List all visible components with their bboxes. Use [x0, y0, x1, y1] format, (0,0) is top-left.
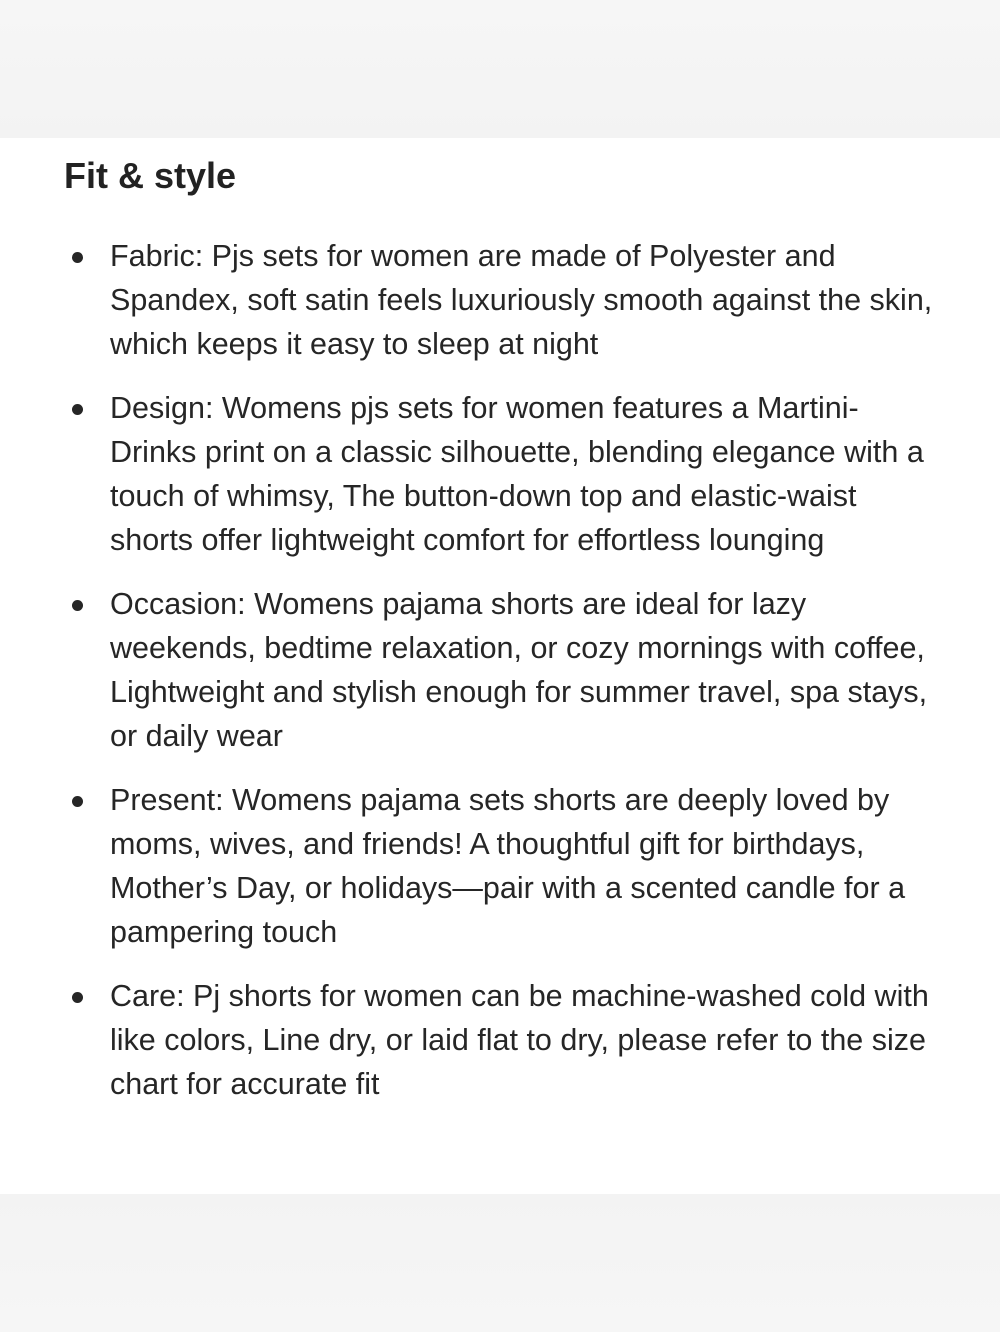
- bullet-item-occasion: [0, 582, 1000, 758]
- bullet-text: Occasion: Womens pajama shorts are ideal for lazy weekends, bedtime relaxation, or cozy mornings with coffee, Lightweight and stylish enough for summer travel, spa stays, or daily wear: [110, 587, 928, 753]
- bullet-text: Design: Womens pjs sets for women features a Martini-Drinks print on a classic silhouette, blending elegance with a touch of whimsy, The button-down top and elastic-waist shorts offer lightweight comfort for effortless lounging: [110, 391, 924, 557]
- bullet-text: Fabric: Pjs sets for women are made of Polyester and Spandex, soft satin feels luxuriously smooth against the skin, which keeps it easy to sleep at night: [110, 239, 933, 361]
- bullet-dot-icon: [72, 600, 83, 611]
- bullet-dot-icon: [72, 796, 83, 807]
- bullet-text: Care: Pj shorts for women can be machine-washed cold with like colors, Line dry, or laid flat to dry, please refer to the size chart for accurate fit: [110, 979, 929, 1101]
- bottom-background-band: [0, 1194, 1000, 1332]
- bullet-item-present: [0, 778, 1000, 954]
- bullet-dot-icon: [72, 252, 83, 263]
- bullet-dot-icon: [72, 404, 83, 415]
- bullet-dot-icon: [72, 992, 83, 1003]
- section-title: Fit & style: [64, 155, 237, 196]
- bullet-item-design: [0, 386, 1000, 562]
- bullet-text: Present: Womens pajama sets shorts are deeply loved by moms, wives, and friends! A thoughtful gift for birthdays, Mother’s Day, or holidays—pair with a scented candle for a pampering touch: [110, 783, 906, 949]
- bullet-item-care: [0, 974, 1000, 1106]
- feature-bullet-list: [0, 234, 1000, 1126]
- top-background-band: [0, 0, 1000, 138]
- bullet-item-fabric: [0, 234, 1000, 366]
